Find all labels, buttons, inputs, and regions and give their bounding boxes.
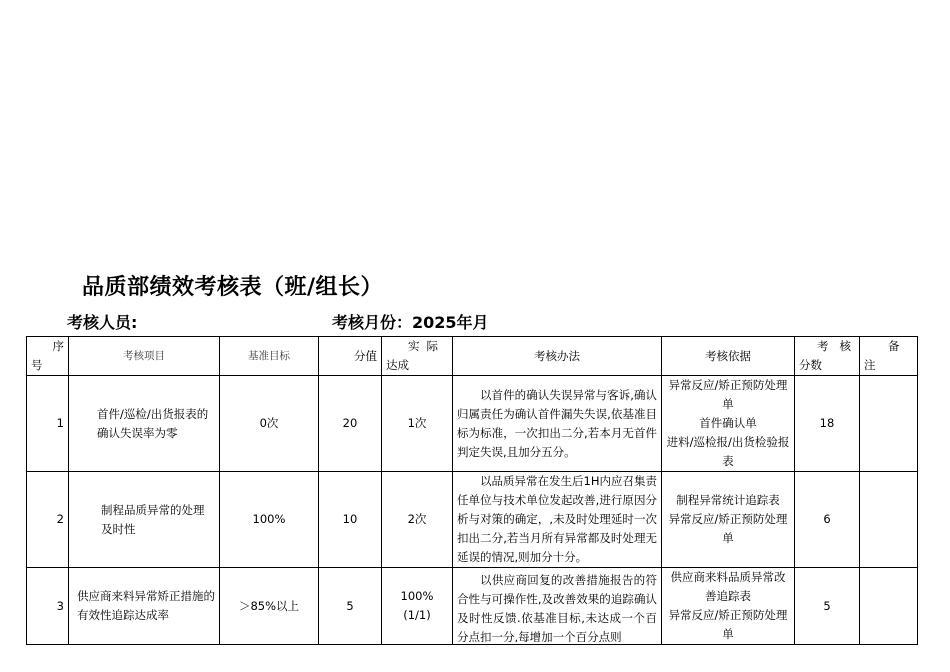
row-actual: 2次 <box>382 472 453 568</box>
header-result: 考 核 分数 <box>795 337 860 376</box>
row-basis: 供应商来料品质异常改善追踪表 异常反应/矫正预防处理单 <box>662 568 795 645</box>
row-basis: 制程异常统计追踪表 异常反应/矫正预防处理单 <box>662 472 795 568</box>
row-score: 10 <box>319 472 382 568</box>
row-item: 供应商来料异常矫正措施的有效性追踪达成率 <box>69 568 220 645</box>
row-note <box>860 472 918 568</box>
row-seq: 2 <box>27 472 69 568</box>
header-seq: 序 号 <box>27 337 69 376</box>
row-method: 以品质异常在发生后1H内应召集责任单位与技术单位发起改善,进行原因分析与对策的确定，,未及时处理延时一次扣出二分,若当月所有异常都及时处理无延误的情况,则加分十分。 <box>453 472 662 568</box>
row-actual: 100% (1/1) <box>382 568 453 645</box>
header-basis: 考核依据 <box>662 337 795 376</box>
row-item: 首件/巡检/出货报表的确认失误率为零 <box>69 376 220 472</box>
table-row <box>27 472 918 568</box>
table-header-row <box>27 337 918 376</box>
row-note <box>860 376 918 472</box>
row-score: 5 <box>319 568 382 645</box>
header-score: 分值 <box>319 337 382 376</box>
row-method: 以供应商回复的改善措施报告的符合性与可操作性,及改善效果的追踪确认及时性反馈.依基准目标,未达成一个百分点扣一分,每增加一个百分点则 <box>453 568 662 645</box>
header-actual: 实 际 达成 <box>382 337 453 376</box>
row-actual: 1次 <box>382 376 453 472</box>
document-title: 品质部绩效考核表（班/组长） <box>82 275 384 300</box>
row-target: 100% <box>220 472 319 568</box>
row-result: 6 <box>795 472 860 568</box>
row-note <box>860 568 918 645</box>
row-result: 5 <box>795 568 860 645</box>
header-item: 考核项目 <box>69 337 220 376</box>
row-item: 制程品质异常的处理及时性 <box>69 472 220 568</box>
table-row <box>27 376 918 472</box>
row-score: 20 <box>319 376 382 472</box>
row-target: ＞85%以上 <box>220 568 319 645</box>
assessor-label: 考核人员: <box>67 313 138 332</box>
header-target: 基准目标 <box>220 337 319 376</box>
header-note: 备 注 <box>860 337 918 376</box>
header-method: 考核办法 <box>453 337 662 376</box>
row-basis: 异常反应/矫正预防处理单 首件确认单 进料/巡检报/出货检验报表 <box>662 376 795 472</box>
table-row <box>27 568 918 645</box>
assessment-month-label: 考核月份：2025年月 <box>332 313 489 332</box>
assessment-table <box>26 336 918 645</box>
row-result: 18 <box>795 376 860 472</box>
row-method: 以首件的确认失误异常与客诉,确认归属责任为确认首件漏失失误,依基准目标为标准，一次扣出二分,若本月无首件判定失误,且加分五分。 <box>453 376 662 472</box>
row-seq: 1 <box>27 376 69 472</box>
row-target: 0次 <box>220 376 319 472</box>
row-seq: 3 <box>27 568 69 645</box>
